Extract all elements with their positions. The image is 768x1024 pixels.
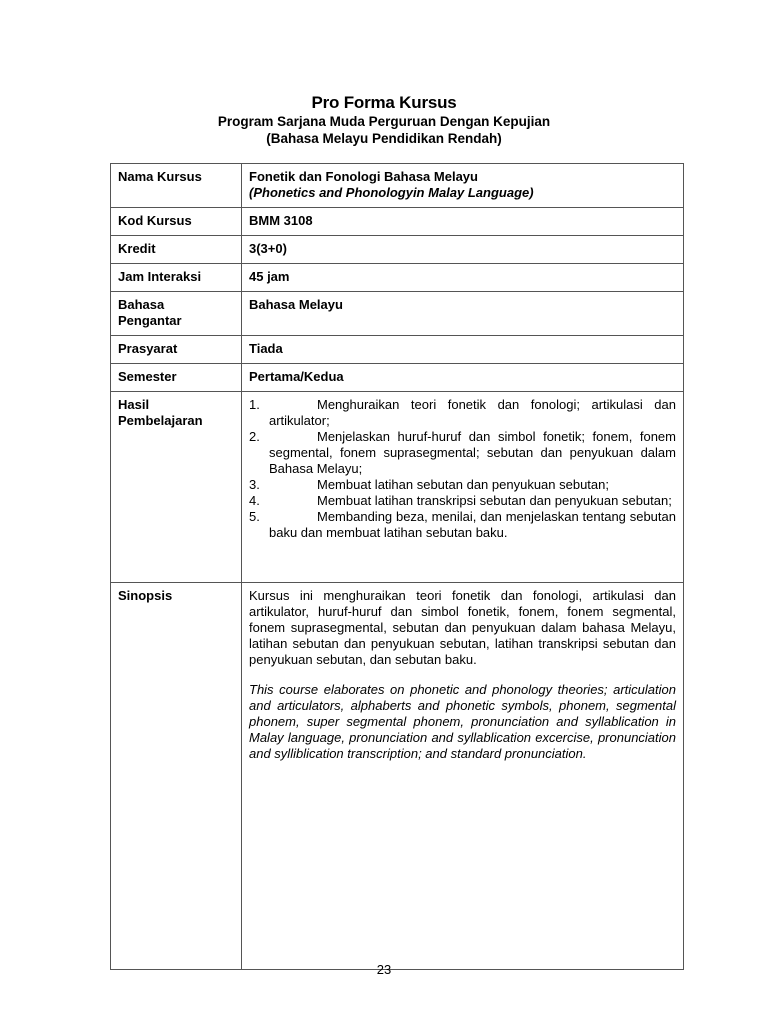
medium-label [111, 292, 242, 336]
major-title: (Bahasa Melayu Pendidikan Rendah) [266, 131, 502, 146]
contact-hours-value: 45 jam [242, 264, 684, 292]
page-number: 23 [376, 962, 392, 977]
learning-outcomes-label [111, 392, 242, 583]
list-item-text: Menjelaskan huruf-huruf dan simbol fonetik; fonem, fonem segmental, fonem suprasegmental; sebutan dan penyukuan dalam Bahasa Melayu; [269, 429, 676, 476]
list-item-text: Membuat latihan sebutan dan penyukuan sebutan; [317, 477, 609, 492]
list-item [249, 397, 676, 429]
list-item [249, 477, 676, 493]
table-row [111, 236, 684, 264]
course-code-value: BMM 3108 [242, 208, 684, 236]
list-item-number: 1. [249, 397, 260, 412]
prerequisite-value: Tiada [242, 336, 684, 364]
learning-outcomes-list [249, 397, 676, 541]
list-item-number: 2. [249, 429, 260, 444]
synopsis-text-en: This course elaborates on phonetic and phonology theories; articulation and articulators, alphaberts and phonetic symbols, phonem, segmental phonem, super segmental phonem, pronunciation and syllablication in Malay language, pronunciation and syllablication excercise, pronunciation and sylliblication transcription; and standard pronunciation. [249, 682, 676, 761]
table-row [111, 364, 684, 392]
list-item-number: 4. [249, 493, 260, 508]
medium-value: Bahasa Melayu [242, 292, 684, 336]
list-item [249, 509, 676, 541]
table-row [111, 583, 684, 970]
synopsis-text-ms: Kursus ini menghuraikan teori fonetik dan fonologi, artikulasi dan artikulator, huruf-huruf dan simbol fonetik, fonem, fonem segmental, fonem suprasegmental, sebutan dan penyukuan dalam bahasa Melayu, latihan sebutan dan penyukuan sebutan, latihan transkripsi sebutan dan penyukuan sebutan, dan sebutan baku. [249, 588, 676, 667]
list-item [249, 429, 676, 477]
course-name-value [242, 164, 684, 208]
learning-outcomes-label-line1: Hasil [118, 397, 150, 412]
table-row [111, 164, 684, 208]
course-name-ms: Fonetik dan Fonologi Bahasa Melayu [249, 169, 478, 184]
program-title: Program Sarjana Muda Perguruan Dengan Kepujian [217, 114, 551, 129]
prerequisite-label: Prasyarat [111, 336, 242, 364]
course-name-label: Nama Kursus [111, 164, 242, 208]
course-name-en: (Phonetics and Phonologyin Malay Language) [249, 185, 534, 200]
page-title: Pro Forma Kursus [311, 93, 457, 112]
semester-value: Pertama/Kedua [242, 364, 684, 392]
learning-outcomes-value [242, 392, 684, 583]
course-code-label: Kod Kursus [111, 208, 242, 236]
table-row [111, 336, 684, 364]
semester-label: Semester [111, 364, 242, 392]
table-row [111, 264, 684, 292]
course-proforma-table [110, 163, 684, 970]
synopsis-value [242, 583, 684, 970]
learning-outcomes-label-line2: Pembelajaran [118, 413, 203, 428]
list-item-text: Membanding beza, menilai, dan menjelaskan tentang sebutan baku dan membuat latihan sebutan baku. [269, 509, 676, 540]
table-row [111, 292, 684, 336]
table-row [111, 392, 684, 583]
contact-hours-label: Jam Interaksi [111, 264, 242, 292]
credit-value: 3(3+0) [242, 236, 684, 264]
synopsis-label: Sinopsis [111, 583, 242, 970]
credit-label: Kredit [111, 236, 242, 264]
list-item [249, 493, 676, 509]
list-item-number: 3. [249, 477, 260, 492]
medium-label-line1: Bahasa [118, 297, 165, 312]
list-item-text: Membuat latihan transkripsi sebutan dan penyukuan sebutan; [317, 493, 672, 508]
list-item-text: Menghuraikan teori fonetik dan fonologi; artikulasi dan artikulator; [269, 397, 676, 428]
list-item-number: 5. [249, 509, 260, 524]
medium-label-line2: Pengantar [118, 313, 182, 328]
table-row [111, 208, 684, 236]
